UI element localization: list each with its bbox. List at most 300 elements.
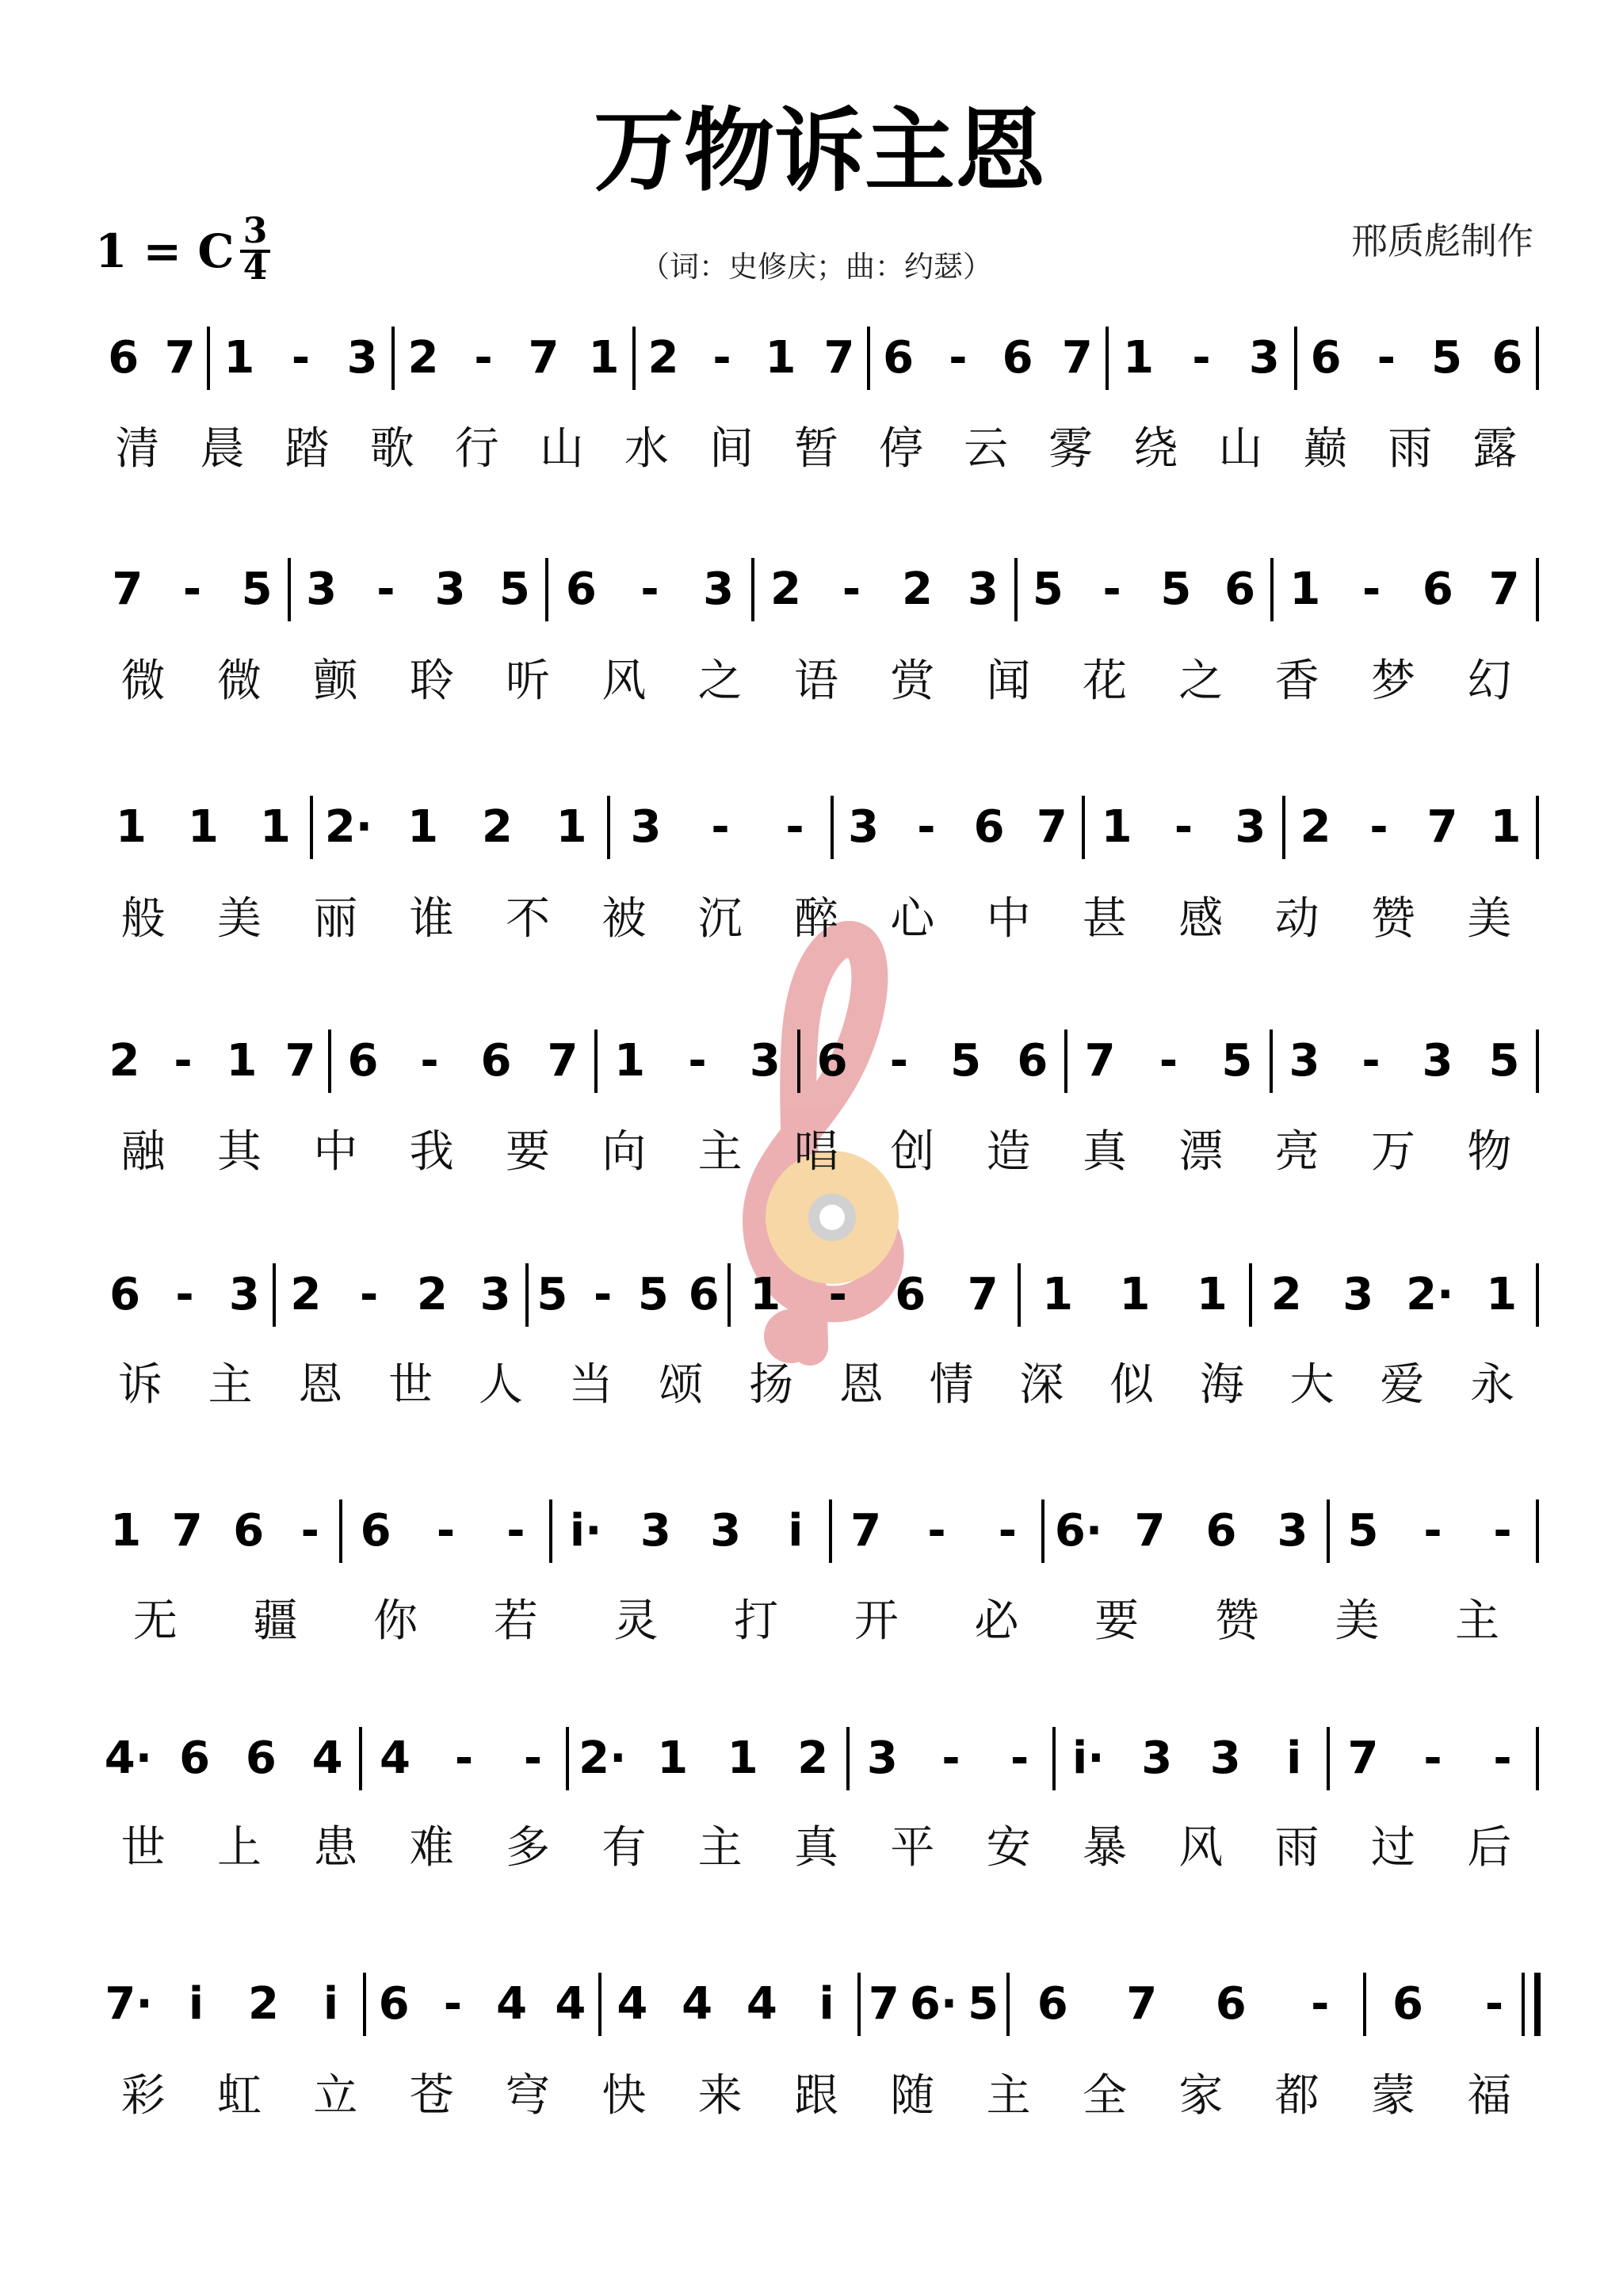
duration-dash: -: [436, 1505, 456, 1557]
note: 2: [797, 1733, 829, 1784]
note: 2: [416, 1269, 448, 1320]
duration-dash: -: [1010, 1733, 1029, 1784]
note: 3: [306, 563, 338, 615]
lyric-char: 不: [506, 893, 550, 945]
lyric-char: 巅: [1303, 423, 1348, 475]
note: 3: [630, 801, 662, 853]
duration-dash: -: [1423, 1733, 1442, 1784]
lyric-char: 醉: [794, 893, 838, 945]
note: 3: [848, 801, 880, 853]
lyric-char: 恩: [298, 1359, 343, 1411]
note: 3: [228, 1269, 260, 1320]
duration-dash: -: [640, 563, 659, 615]
duration-dash: -: [1102, 563, 1121, 615]
note: 2·: [1406, 1269, 1454, 1320]
duration-dash: -: [506, 1505, 525, 1557]
note: 3: [640, 1505, 671, 1557]
duration-dash: -: [711, 801, 730, 853]
note: 1: [765, 332, 796, 384]
lyric-char: 听: [506, 655, 550, 707]
score-line: [112, 558, 1537, 707]
note: 6·: [1054, 1505, 1103, 1557]
lyric-char: 颤: [313, 655, 358, 707]
duration-dash: -: [1174, 801, 1193, 853]
lyric-char: 云: [964, 423, 1009, 475]
note: 7: [528, 332, 559, 384]
note: 1: [226, 1035, 258, 1087]
note: 6: [895, 1269, 926, 1320]
note: 1: [1042, 1269, 1074, 1320]
lyric-char: 间: [708, 423, 754, 475]
note: 6: [565, 563, 597, 615]
note: 4: [682, 1978, 713, 2030]
lyric-char: 花: [1083, 655, 1127, 707]
note: 6: [973, 801, 1005, 853]
note: 1: [1289, 563, 1321, 615]
score-line: [116, 796, 1537, 945]
note: 7: [967, 1269, 999, 1320]
lyric-char: 美: [1335, 1595, 1380, 1647]
note: 1: [188, 801, 219, 853]
lyric-char: 多: [506, 1822, 550, 1874]
lyric-char: 香: [1274, 655, 1319, 707]
duration-dash: -: [927, 1505, 946, 1557]
time-signature-top: 3: [242, 211, 268, 251]
lyric-char: 过: [1371, 1822, 1415, 1874]
note: 1: [657, 1733, 689, 1784]
duration-dash: -: [712, 332, 731, 384]
note: 2: [902, 563, 933, 615]
duration-dash: -: [1362, 563, 1381, 615]
note: 6: [816, 1035, 848, 1087]
note: 6: [883, 332, 915, 384]
lyric-char: 风: [601, 655, 647, 707]
lyric-char: 主: [697, 1126, 743, 1178]
lyric-char: 暂: [794, 423, 838, 475]
note: 7: [1488, 563, 1520, 615]
lyric-char: 美: [217, 893, 262, 945]
lyric-char: 漂: [1178, 1126, 1224, 1178]
lyric-char: 之: [697, 655, 743, 707]
lyric-char: 苍: [409, 2070, 454, 2122]
note: 3: [710, 1505, 742, 1557]
time-signature-bottom: 4: [242, 247, 268, 288]
note: 5: [1431, 332, 1463, 384]
duration-dash: -: [941, 1733, 960, 1784]
lyric-char: 山: [539, 423, 584, 475]
lyric-char: 聆: [409, 655, 454, 707]
lyric-char: 扬: [749, 1359, 794, 1411]
note: i·: [1072, 1733, 1105, 1784]
lyric-char: 雨: [1388, 423, 1433, 475]
note: 5: [1032, 563, 1064, 615]
duration-dash: -: [949, 332, 968, 384]
note: 7: [171, 1505, 203, 1557]
lyric-char: 灵: [613, 1595, 659, 1647]
note: 6: [108, 332, 139, 384]
lyric-char: 人: [478, 1359, 523, 1411]
note: 3: [1277, 1505, 1308, 1557]
duration-dash: -: [182, 563, 202, 615]
lyric-char: 蒙: [1371, 2070, 1415, 2122]
duration-dash: -: [1361, 1035, 1381, 1087]
note: 2·: [579, 1733, 627, 1784]
note: i: [788, 1505, 804, 1557]
duration-dash: -: [376, 563, 395, 615]
disc-hole: [819, 1205, 845, 1230]
lyric-char: 被: [601, 893, 647, 945]
lyric-char: 歌: [369, 423, 414, 475]
lyric-char: 融: [120, 1126, 166, 1178]
note: 6: [347, 1035, 379, 1087]
note: 7: [1134, 1505, 1166, 1557]
lyric-char: 开: [854, 1595, 899, 1647]
duration-dash: -: [291, 332, 311, 384]
score-line: [105, 1727, 1537, 1874]
lyric-char: 有: [601, 1822, 647, 1874]
note: i: [188, 1978, 204, 2030]
note: 2: [770, 563, 801, 615]
note: 1: [1490, 801, 1522, 853]
lyric-char: 行: [454, 423, 499, 475]
lyric-char: 微: [217, 655, 262, 707]
note: 1: [260, 801, 291, 853]
credits: （词：史修庆；曲：约瑟）: [640, 250, 992, 284]
note: 6: [1017, 1035, 1048, 1087]
note: 5: [968, 1978, 999, 2030]
note: 3: [703, 563, 735, 615]
lyric-char: 暴: [1083, 1822, 1127, 1874]
lyric-char: 似: [1109, 1359, 1155, 1411]
note: 3: [968, 563, 999, 615]
note: 6: [109, 1269, 141, 1320]
lyric-char: 赞: [1214, 1595, 1259, 1647]
lyric-char: 彩: [120, 2070, 166, 2122]
note: 6: [245, 1733, 277, 1784]
lyric-char: 永: [1470, 1359, 1515, 1411]
note: 1: [588, 332, 620, 384]
lyric-char: 闻: [986, 655, 1031, 707]
lyric-char: 赏: [890, 655, 935, 707]
note: 6: [1422, 563, 1453, 615]
note: 6: [1215, 1978, 1247, 2030]
lyric-char: 动: [1274, 893, 1319, 945]
lyric-char: 甚: [1083, 893, 1127, 945]
duration-dash: -: [889, 1035, 908, 1087]
note: 6: [1037, 1978, 1068, 2030]
lyric-char: 沉: [697, 893, 743, 945]
note: 2: [1270, 1269, 1302, 1320]
note: 1: [1196, 1269, 1228, 1320]
note: 2: [647, 332, 679, 384]
note: 3: [1141, 1733, 1173, 1784]
lyric-char: 风: [1178, 1822, 1224, 1874]
score-line: [105, 1973, 1537, 2122]
note: 4: [380, 1733, 411, 1784]
score-line: [108, 327, 1537, 475]
lyric-char: 恩: [838, 1359, 884, 1411]
lyric-char: 上: [217, 1822, 262, 1874]
note: 7: [1126, 1978, 1158, 2030]
lyric-char: 诉: [117, 1359, 162, 1411]
duration-dash: -: [688, 1035, 707, 1087]
note: 6: [233, 1505, 265, 1557]
duration-dash: -: [175, 1269, 194, 1320]
lyric-char: 亮: [1274, 1126, 1319, 1178]
lyric-char: 山: [1218, 423, 1263, 475]
note: 5: [1488, 1035, 1520, 1087]
lyric-char: 真: [1083, 1126, 1127, 1178]
note: 1: [110, 1505, 142, 1557]
note: 1: [1123, 332, 1155, 384]
lyric-char: 我: [409, 1126, 454, 1178]
lyric-char: 谁: [409, 893, 454, 945]
author: 邢质彪制作: [1351, 220, 1533, 262]
duration-dash: -: [474, 332, 493, 384]
lyric-char: 中: [313, 1126, 358, 1178]
note: 1: [614, 1035, 646, 1087]
note: i·: [569, 1505, 602, 1557]
note: 2: [407, 332, 439, 384]
note: 4: [496, 1978, 528, 2030]
lyric-char: 来: [697, 2070, 743, 2122]
note: 5: [537, 1269, 568, 1320]
note: i: [1286, 1733, 1302, 1784]
note: 3: [1235, 801, 1266, 853]
lyric-char: 快: [601, 2070, 647, 2122]
duration-dash: -: [1311, 1978, 1330, 2030]
note: 3: [749, 1035, 781, 1087]
lyric-char: 中: [986, 893, 1031, 945]
duration-dash: -: [594, 1269, 613, 1320]
lyric-char: 创: [890, 1126, 935, 1178]
note: 5: [241, 563, 273, 615]
note: 4: [311, 1733, 343, 1784]
note: 6: [179, 1733, 211, 1784]
lyric-char: 主: [208, 1359, 253, 1411]
duration-dash: -: [842, 563, 861, 615]
note: 3: [1209, 1733, 1241, 1784]
lyric-char: 疆: [253, 1595, 298, 1647]
lyric-char: 平: [890, 1822, 935, 1874]
lyric-char: 虹: [217, 2070, 262, 2122]
lyric-char: 跟: [794, 2070, 838, 2122]
lyric-char: 万: [1371, 1126, 1415, 1178]
note: i: [323, 1978, 339, 2030]
lyric-char: 微: [120, 655, 166, 707]
duration-dash: -: [443, 1978, 462, 2030]
lyric-char: 其: [217, 1126, 262, 1178]
lyric-char: 绕: [1133, 423, 1178, 475]
lyric-char: 向: [601, 1126, 647, 1178]
note: 3: [1342, 1269, 1374, 1320]
lyric-char: 赞: [1371, 893, 1415, 945]
note: 7·: [105, 1978, 153, 2030]
lyric-char: 无: [132, 1595, 178, 1647]
duration-dash: -: [360, 1269, 379, 1320]
duration-dash: -: [420, 1035, 439, 1087]
lyric-char: 主: [697, 1822, 743, 1874]
lyric-char: 立: [313, 2070, 358, 2122]
note: 6: [1205, 1505, 1237, 1557]
lyric-char: 颂: [659, 1359, 704, 1411]
lyric-char: 难: [409, 1822, 454, 1874]
note: 7: [112, 563, 143, 615]
note: 7: [1084, 1035, 1116, 1087]
note: 6: [1310, 332, 1342, 384]
note: 2·: [324, 801, 372, 853]
note: 5: [1221, 1035, 1253, 1087]
note: 6: [1392, 1978, 1423, 2030]
note: 3: [866, 1733, 898, 1784]
lyric-char: 若: [493, 1595, 538, 1647]
duration-dash: -: [1192, 332, 1211, 384]
note: 6: [360, 1505, 391, 1557]
lyric-char: 主: [1455, 1595, 1500, 1647]
note: 1: [116, 801, 147, 853]
duration-dash: -: [1493, 1733, 1512, 1784]
lyric-char: 般: [120, 893, 166, 945]
note: 2: [1300, 801, 1331, 853]
score-line: [110, 1499, 1537, 1647]
note: 7: [823, 332, 855, 384]
note: 5: [950, 1035, 982, 1087]
note: 7: [164, 332, 196, 384]
lyric-char: 停: [879, 423, 924, 475]
note: 2: [290, 1269, 322, 1320]
note: 6: [378, 1978, 410, 2030]
duration-dash: -: [785, 801, 804, 853]
note: 7: [1036, 801, 1067, 853]
lyric-char: 患: [313, 1822, 358, 1874]
lyric-char: 当: [568, 1359, 613, 1411]
note: 7: [1426, 801, 1458, 853]
lyric-char: 情: [929, 1359, 974, 1411]
note: 6: [688, 1269, 720, 1320]
note: 2: [109, 1035, 140, 1087]
lyric-char: 随: [890, 2070, 935, 2122]
lyric-char: 之: [1178, 655, 1224, 707]
note: 1: [1101, 801, 1132, 853]
duration-dash: -: [1423, 1505, 1442, 1557]
note: 1: [223, 332, 255, 384]
duration-dash: -: [1159, 1035, 1178, 1087]
lyric-char: 爱: [1380, 1359, 1425, 1411]
note: 5: [637, 1269, 669, 1320]
note: 2: [481, 801, 513, 853]
note: 6: [1491, 332, 1523, 384]
note: 5: [498, 563, 530, 615]
duration-dash: -: [998, 1505, 1017, 1557]
note: 6: [1224, 563, 1256, 615]
lyric-char: 语: [794, 655, 838, 707]
note: 1: [407, 801, 439, 853]
note: 4·: [104, 1733, 152, 1784]
lyric-char: 雨: [1274, 1822, 1319, 1874]
lyric-char: 福: [1467, 2070, 1512, 2122]
note: 7: [285, 1035, 316, 1087]
duration-dash: -: [1369, 801, 1388, 853]
note: 1: [556, 801, 587, 853]
duration-dash: -: [917, 801, 936, 853]
note: 7: [850, 1505, 882, 1557]
note: 6: [1002, 332, 1033, 384]
note: 1: [727, 1733, 758, 1784]
lyric-char: 要: [506, 1126, 550, 1178]
note: 2: [248, 1978, 279, 2030]
note: 3: [1248, 332, 1280, 384]
note: 3: [1289, 1035, 1320, 1087]
lyric-char: 美: [1467, 893, 1512, 945]
lyric-char: 打: [734, 1595, 779, 1647]
lyric-char: 世: [120, 1822, 166, 1874]
duration-dash: -: [1484, 1978, 1504, 2030]
lyric-char: 大: [1289, 1359, 1335, 1411]
note: 3: [434, 563, 466, 615]
duration-dash: -: [1493, 1505, 1512, 1557]
lyric-char: 世: [388, 1359, 433, 1411]
note: 7: [868, 1978, 899, 2030]
lyric-char: 必: [974, 1595, 1019, 1647]
note: 1: [750, 1269, 781, 1320]
lyric-char: 清: [115, 423, 160, 475]
lyric-char: 梦: [1371, 655, 1415, 707]
note: 4: [746, 1978, 777, 2030]
lyric-char: 雾: [1048, 423, 1094, 475]
duration-dash: -: [454, 1733, 474, 1784]
note: 7: [547, 1035, 579, 1087]
lyric-char: 要: [1094, 1595, 1140, 1647]
lyric-char: 造: [986, 1126, 1031, 1178]
lyric-char: 心: [890, 893, 935, 945]
note: 6·: [909, 1978, 958, 2030]
key-signature: 1 = C: [95, 224, 235, 278]
song-title: 万物诉主恩: [593, 97, 1046, 204]
lyric-char: 主: [986, 2070, 1031, 2122]
lyric-char: 海: [1199, 1359, 1244, 1411]
lyric-char: 全: [1083, 2070, 1127, 2122]
duration-dash: -: [1377, 332, 1396, 384]
lyric-char: 感: [1178, 893, 1224, 945]
lyric-char: 晨: [200, 423, 245, 475]
note: 6: [480, 1035, 512, 1087]
duration-dash: -: [300, 1505, 319, 1557]
lyric-char: 物: [1467, 1126, 1512, 1178]
lyric-char: 安: [986, 1822, 1031, 1874]
lyric-char: 幻: [1467, 655, 1512, 707]
note: 4: [555, 1978, 586, 2030]
note: 1: [1119, 1269, 1151, 1320]
note: i: [819, 1978, 834, 2030]
note: 5: [1347, 1505, 1379, 1557]
lyric-char: 水: [624, 423, 669, 475]
note: 1: [1486, 1269, 1518, 1320]
lyric-char: 丽: [313, 893, 358, 945]
note: 7: [1061, 332, 1093, 384]
lyric-char: 穹: [506, 2070, 550, 2122]
lyric-char: 真: [794, 1822, 838, 1874]
lyric-char: 露: [1472, 423, 1518, 475]
lyric-char: 你: [373, 1595, 418, 1647]
lyric-char: 都: [1274, 2070, 1319, 2122]
lyric-char: 家: [1178, 2070, 1224, 2122]
note: 3: [1422, 1035, 1453, 1087]
note: 3: [346, 332, 378, 384]
lyric-char: 唱: [794, 1126, 838, 1178]
note: 3: [479, 1269, 511, 1320]
duration-dash: -: [523, 1733, 543, 1784]
note: 7: [1347, 1733, 1379, 1784]
